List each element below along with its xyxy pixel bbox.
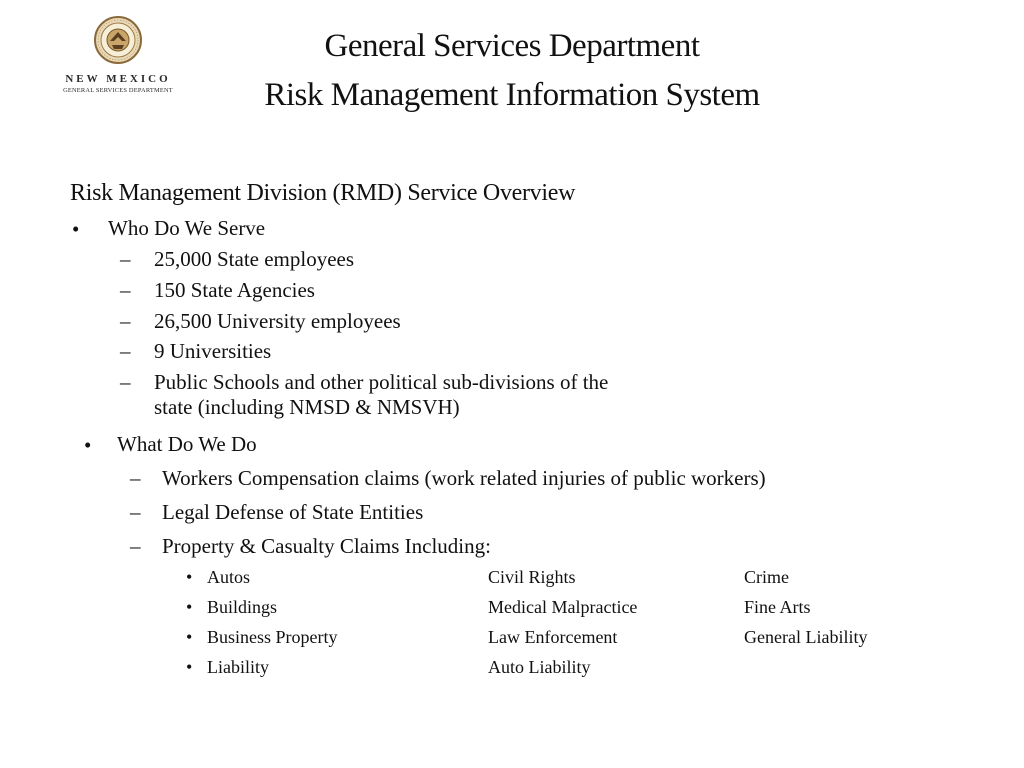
dash: –: [130, 500, 141, 524]
claim-type-item: Crime: [744, 567, 789, 587]
claim-type-item: Auto Liability: [488, 657, 591, 677]
dash: –: [120, 339, 131, 363]
claim-type-item: Liability: [207, 657, 269, 677]
serve-item: 150 State Agencies: [154, 278, 315, 302]
dash: –: [120, 370, 131, 394]
dash: –: [120, 278, 131, 302]
who-do-we-serve-label: Who Do We Serve: [108, 216, 266, 240]
dash: –: [130, 466, 141, 490]
bullet-dot: •: [186, 597, 193, 617]
bullet-what: •: [84, 433, 92, 457]
bullet-dot: •: [186, 657, 193, 677]
logo-state-name: NEW MEXICO: [65, 73, 171, 85]
serve-item: 25,000 State employees: [154, 247, 355, 271]
bullet-who: •: [72, 217, 80, 241]
claim-type-item: Law Enforcement: [488, 627, 618, 647]
serve-item: 9 Universities: [154, 339, 272, 363]
serve-item-public-schools-line-2: state (including NMSD & NMSVH): [154, 395, 460, 419]
page-title-line-1: General Services Department: [324, 28, 700, 64]
claim-type-item: Medical Malpractice: [488, 597, 638, 617]
bullet-dot: •: [186, 627, 193, 647]
overview-heading: Risk Management Division (RMD) Service Overview: [70, 180, 576, 206]
serve-item: 26,500 University employees: [154, 309, 401, 333]
service-item: Property & Casualty Claims Including:: [162, 534, 491, 558]
claim-type-item: Fine Arts: [744, 597, 811, 617]
serve-item-public-schools-line-1: Public Schools and other political sub-divisions of the: [154, 370, 609, 394]
logo-department-name: GENERAL SERVICES DEPARTMENT: [63, 87, 173, 94]
claim-type-item: Civil Rights: [488, 567, 576, 587]
claim-type-item: Autos: [207, 567, 251, 587]
dash: –: [120, 309, 131, 333]
service-item: Workers Compensation claims (work related injuries of public workers): [162, 466, 766, 490]
what-do-we-do-label: What Do We Do: [117, 432, 257, 456]
claim-type-item: Business Property: [207, 627, 338, 647]
page-title-line-2: Risk Management Information System: [264, 77, 760, 113]
service-item: Legal Defense of State Entities: [162, 500, 424, 524]
bullet-dot: •: [186, 567, 193, 587]
claim-type-item: General Liability: [744, 627, 868, 647]
dash: –: [130, 534, 141, 558]
dash: –: [120, 247, 131, 271]
claim-type-item: Buildings: [207, 597, 278, 617]
